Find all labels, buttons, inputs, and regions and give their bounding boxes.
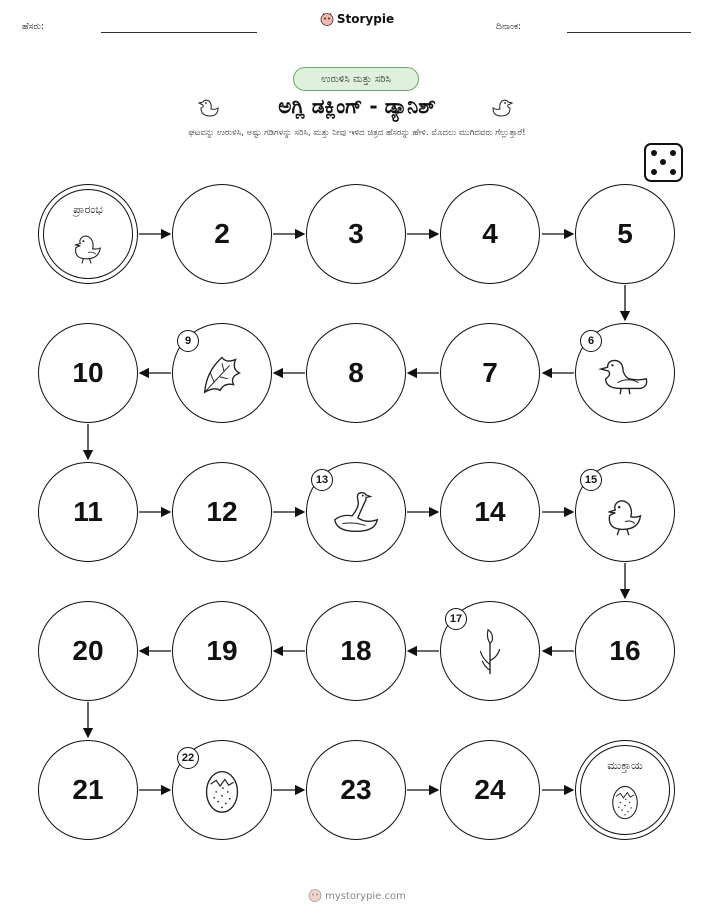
page-title: ಅಗ್ಲಿ ಡಕ್ಲಿಂಗ್ - ಡ್ಯಾನಿಶ್ [278,94,436,118]
board-space[interactable] [306,323,406,423]
board-space[interactable] [440,323,540,423]
finish-label: ಮುಕ್ತಾಯ [607,759,643,772]
date-label: ದಿನಾಂಕ: [496,22,522,32]
board-space[interactable] [38,740,138,840]
duck-icon [596,344,654,402]
board-space[interactable] [306,601,406,701]
space-number: 21 [72,774,104,805]
start-label: ಪ್ರಾರಂಭ [73,203,103,216]
board-space[interactable] [306,740,406,840]
space-number: 16 [609,635,641,666]
space-number: 11 [73,496,103,527]
board-space[interactable] [575,184,675,284]
footer [0,888,714,902]
board-space[interactable] [575,462,675,562]
footer-url[interactable]: mystorypie.com [325,891,406,902]
start-space[interactable] [38,184,138,284]
brand-name: Storypie [336,12,395,26]
board-space[interactable] [38,462,138,562]
board-space[interactable] [172,601,272,701]
board-space[interactable] [38,601,138,701]
duckling-icon [65,222,111,268]
space-number: 19 [206,635,238,666]
cracked-egg-icon [193,761,251,819]
space-number: 4 [482,218,498,249]
board-space[interactable] [575,601,675,701]
board-space[interactable] [172,323,272,423]
instructions: ಘಟವನ್ನು ಉರುಳಿಸಿ, ಅಷ್ಟು ಗಡಿಗಳನ್ನು ಸರಿಸಿ, ಮತ್ತು ನೀವು ಇಳಿದ ಚಿತ್ರದ ಹೆಸರನ್ನು ಹೇಳಿ. ಮೊದಲು ಮುಗಿದವರು ಗೆಲ್ಲುತ್ತಾರೆ! [188,128,526,138]
space-number-badge: 6 [580,330,602,352]
leaf-icon [193,344,251,402]
board-space[interactable] [172,184,272,284]
space-number: 10 [72,357,104,388]
board-space[interactable] [440,601,540,701]
board-space[interactable] [38,323,138,423]
space-number: 24 [474,774,506,805]
space-number: 14 [474,496,506,527]
reed-icon [461,622,519,680]
board-space[interactable] [306,462,406,562]
cracked-egg-icon [602,778,648,824]
space-number: 5 [617,218,633,249]
duckling-icon [596,483,654,541]
space-number-badge: 9 [177,330,199,352]
space-number: 20 [72,635,104,666]
board-space[interactable] [172,462,272,562]
space-number: 8 [348,357,364,388]
storypie-logo-icon [308,888,322,902]
finish-space[interactable] [575,740,675,840]
board-space[interactable] [575,323,675,423]
space-number: 3 [348,218,364,249]
board-space[interactable] [440,462,540,562]
space-number-badge: 15 [580,469,602,491]
space-number-badge: 13 [311,469,333,491]
swan-icon [327,483,385,541]
space-number-badge: 17 [445,608,467,630]
space-number: 23 [340,774,372,805]
space-number-badge: 22 [177,747,199,769]
space-number: 12 [206,496,238,527]
activity-type-pill: ಉರುಳಿಸಿ ಮತ್ತು ಸರಿಸಿ [293,67,419,91]
board-space[interactable] [440,740,540,840]
board-space[interactable] [440,184,540,284]
board-space[interactable] [306,184,406,284]
board-space[interactable] [172,740,272,840]
space-number: 7 [482,357,498,388]
space-number: 2 [214,218,230,249]
name-label: ಹೆಸರು: [22,22,45,32]
space-number: 18 [340,635,372,666]
